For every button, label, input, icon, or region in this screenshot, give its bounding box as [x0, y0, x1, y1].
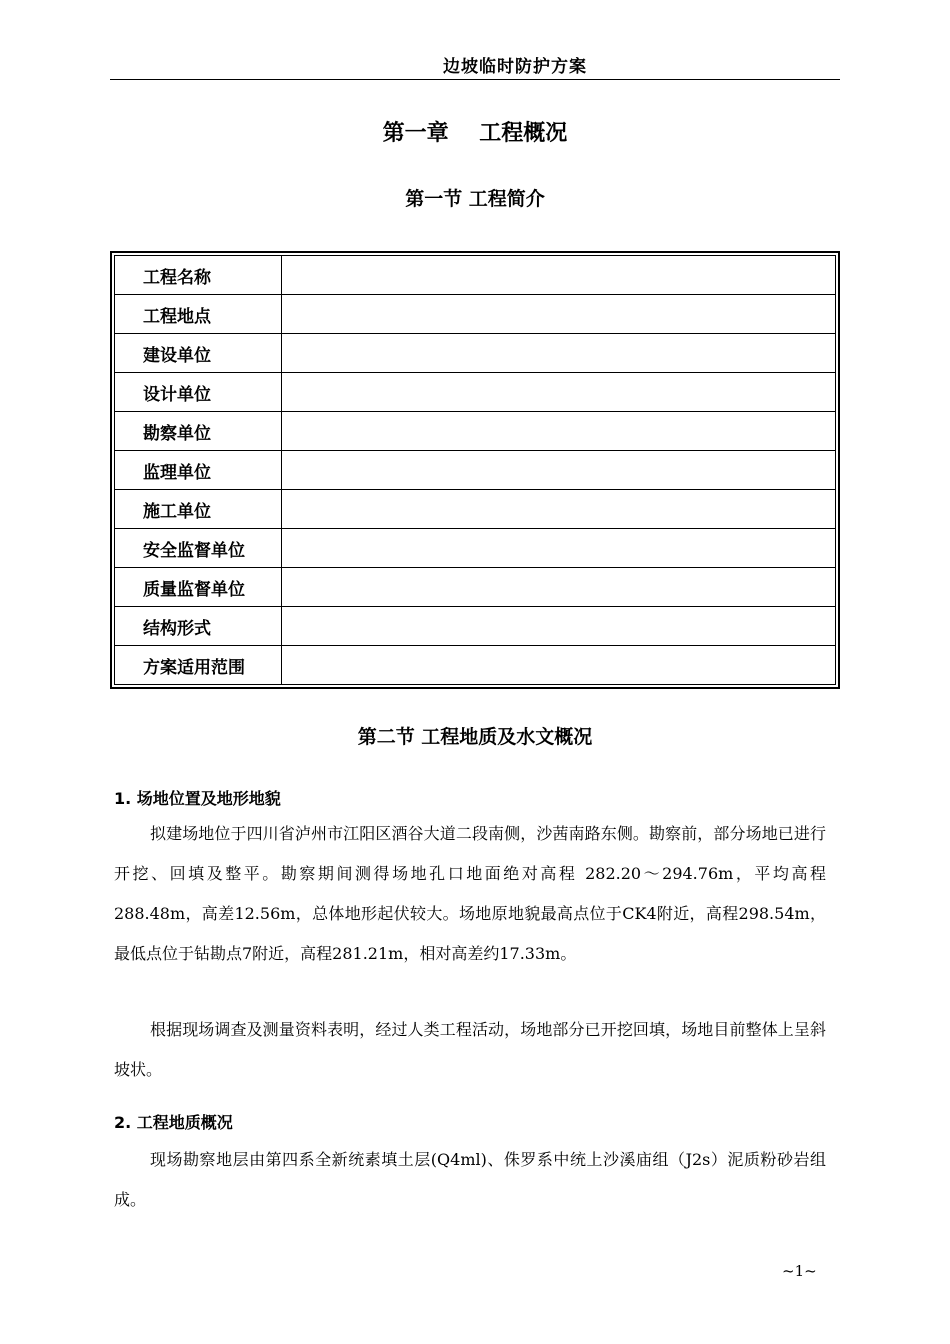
row-label: 工程地点 [115, 295, 282, 334]
paragraph-site-location: 拟建场地位于四川省泸州市江阳区酒谷大道二段南侧，沙茜南路东侧。勘察前，部分场地已进行开挖、回填及整平。勘察期间测得场地孔口地面绝对高程 282.20～294.76m，平均高程288.48m，高差12.56m，总体地形起伏较大。场地原地貌最高点位于CK4附近，高程298.54m，最低点位于钻勘点7附近，高程281.21m，相对高差约17.33m。 [114, 824, 826, 963]
row-label: 设计单位 [115, 373, 282, 412]
running-header-title: 边坡临时防护方案 [443, 57, 587, 77]
row-label: 建设单位 [115, 334, 282, 373]
paragraph-site-survey: 根据现场调查及测量资料表明，经过人类工程活动，场地部分已开挖回填，场地目前整体上呈斜坡状。 [114, 1020, 826, 1079]
table-row [115, 334, 836, 373]
row-value [282, 451, 836, 490]
table-row [115, 412, 836, 451]
header-rule [110, 79, 840, 80]
row-value [282, 295, 836, 334]
chapter-title: 第一章 工程概况 [382, 121, 568, 146]
table-row [115, 568, 836, 607]
row-label: 结构形式 [115, 607, 282, 646]
row-label: 质量监督单位 [115, 568, 282, 607]
table-row [115, 607, 836, 646]
row-label: 监理单位 [115, 451, 282, 490]
row-label: 勘察单位 [115, 412, 282, 451]
row-value [282, 568, 836, 607]
subheading-site-location: 1. 场地位置及地形地貌 [114, 789, 281, 808]
row-value [282, 529, 836, 568]
row-label: 工程名称 [115, 256, 282, 295]
table-row [115, 295, 836, 334]
project-info-table [110, 251, 840, 689]
row-label: 施工单位 [115, 490, 282, 529]
row-value [282, 256, 836, 295]
table-row [115, 373, 836, 412]
page-number: ~1~ [782, 1262, 817, 1280]
section-title-geology: 第二节 工程地质及水文概况 [357, 726, 593, 748]
row-value [282, 646, 836, 685]
row-value [282, 490, 836, 529]
table-row [115, 451, 836, 490]
section-title-intro: 第一节 工程简介 [405, 188, 545, 210]
row-value [282, 412, 836, 451]
paragraph-geology: 现场勘察地层由第四系全新统素填土层(Q4ml)、侏罗系中统上沙溪庙组（J2s）泥质粉砂岩组成。 [114, 1150, 826, 1209]
table-row [115, 256, 836, 295]
table-row [115, 529, 836, 568]
row-value [282, 607, 836, 646]
table-row [115, 646, 836, 685]
row-label: 安全监督单位 [115, 529, 282, 568]
subheading-geology: 2. 工程地质概况 [114, 1113, 233, 1132]
table-row [115, 490, 836, 529]
row-label: 方案适用范围 [115, 646, 282, 685]
row-value [282, 334, 836, 373]
row-value [282, 373, 836, 412]
